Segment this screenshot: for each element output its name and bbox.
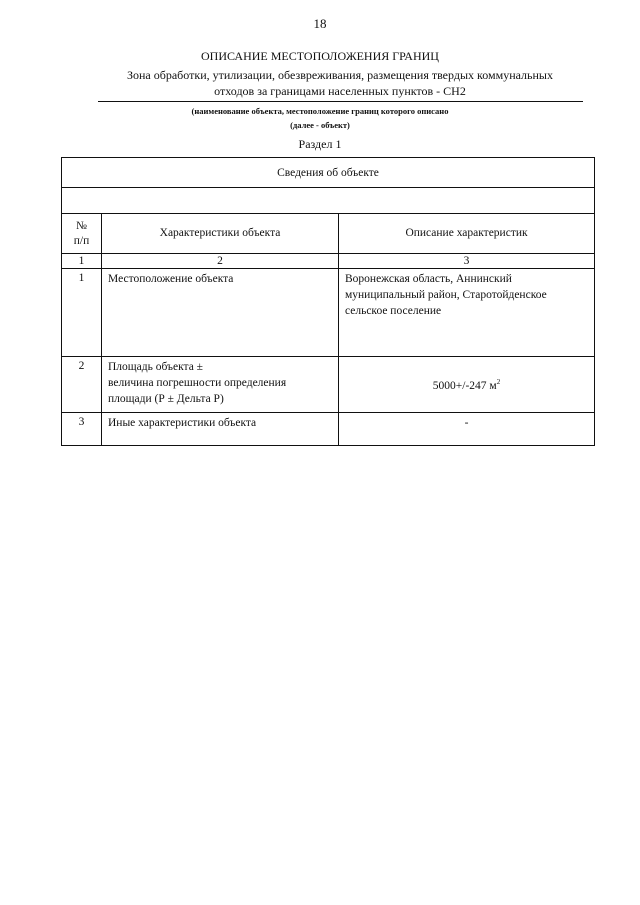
header-number-line-1: № (76, 219, 87, 232)
object-info-table (61, 157, 595, 446)
object-caption-line-1: (наименование объекта, местоположение границ которого описано (191, 106, 449, 116)
row-description-line: - (464, 417, 469, 429)
table-title: Сведения об объекте (62, 158, 595, 188)
row-characteristic-line: площади (Р ± Дельта Р) (108, 393, 224, 405)
row-description (339, 357, 595, 413)
object-name-line-2: отходов за границами населенных пунктов - СН2 (214, 84, 466, 98)
object-caption (0, 104, 640, 132)
row-characteristic-line: Площадь объекта ± (108, 361, 203, 373)
header-number (62, 214, 102, 254)
table-index-row (62, 254, 595, 269)
section-label: Раздел 1 (298, 137, 342, 151)
table-row (62, 413, 595, 446)
table-row (62, 269, 595, 357)
object-name-underline (98, 101, 583, 102)
row-characteristic-line: величина погрешности определения (108, 377, 287, 389)
row-number: 2 (62, 357, 102, 413)
header-characteristics: Характеристики объекта (102, 214, 339, 254)
row-characteristic (102, 269, 339, 357)
header-number-line-2: п/п (73, 234, 90, 247)
row-characteristic-line: Иные характеристики объекта (108, 417, 257, 429)
object-name (95, 67, 585, 99)
index-cell-3: 3 (339, 254, 595, 269)
row-characteristic-line: Местоположение объекта (108, 273, 234, 285)
table-row (62, 357, 595, 413)
row-number: 3 (62, 413, 102, 446)
row-characteristic (102, 413, 339, 446)
row-number: 1 (62, 269, 102, 357)
row-characteristic (102, 357, 339, 413)
table-blank-row (62, 188, 595, 214)
row-description-line: сельское поселение (345, 305, 442, 317)
table-blank-cell (62, 188, 595, 214)
area-unit-exponent: 2 (496, 377, 501, 386)
index-cell-2: 2 (102, 254, 339, 269)
object-name-line-1: Зона обработки, утилизации, обезвреживания, размещения твердых коммунальных (126, 68, 553, 82)
row-description-line: Воронежская область, Аннинский (345, 273, 512, 285)
area-value: 5000+/-247 м (432, 379, 497, 392)
table-title-row (62, 158, 595, 188)
object-caption-line-2: (далее - объект) (290, 120, 350, 130)
row-description (339, 413, 595, 446)
row-description (339, 269, 595, 357)
index-cell-1: 1 (62, 254, 102, 269)
row-description-line: муниципальный район, Старотойденское (345, 289, 547, 301)
document-title: ОПИСАНИЕ МЕСТОПОЛОЖЕНИЯ ГРАНИЦ (201, 49, 439, 63)
page-number: 18 (313, 16, 327, 31)
table-header-row (62, 214, 595, 254)
header-description: Описание характеристик (339, 214, 595, 254)
